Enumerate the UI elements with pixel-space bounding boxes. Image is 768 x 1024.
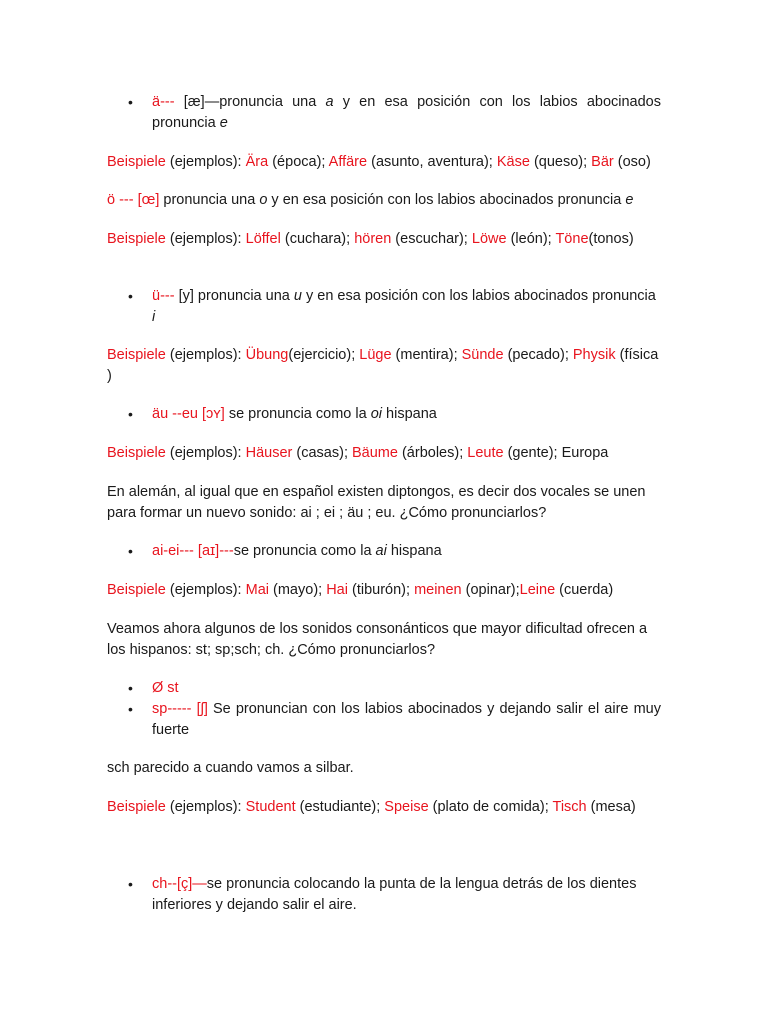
run: Veamos ahora algunos de los sonidos consonánticos que mayor dificultad ofrecen a los hispanos: st; sp;sch; ch. ¿Cómo pronunciarlos? xyxy=(107,621,648,658)
run: ä--- xyxy=(152,94,175,110)
run: (mesa) xyxy=(586,799,636,815)
run: (pecado); xyxy=(503,347,573,363)
run: Beispiele xyxy=(107,231,166,247)
run: Leute xyxy=(467,445,504,461)
run: Ära xyxy=(245,154,269,170)
run: (opinar); xyxy=(461,582,520,598)
run: (física ) xyxy=(107,347,659,384)
run: Speise xyxy=(384,799,429,815)
run: (escuchar); xyxy=(391,231,472,247)
run: (queso); xyxy=(529,154,592,170)
run: ö --- [œ] xyxy=(107,192,160,208)
run: (ejemplos): xyxy=(165,582,246,598)
run: (león); xyxy=(506,231,556,247)
bullet-ch xyxy=(152,874,661,916)
run: äu --eu [ɔʏ] xyxy=(152,406,225,422)
run: (tiburón); xyxy=(347,582,415,598)
run: (ejercicio); xyxy=(288,347,360,363)
run: a xyxy=(325,94,334,110)
run: oi xyxy=(370,406,382,422)
run: (época); xyxy=(268,154,329,170)
run: pronuncia una xyxy=(159,192,260,208)
run: Se pronuncian con los labios abocinados y dejando salir el aire muy fuerte xyxy=(152,701,661,738)
run: (ejemplos): xyxy=(165,445,246,461)
run: ai xyxy=(375,543,387,559)
run: (cuchara); xyxy=(280,231,355,247)
run: y en esa posición con los labios abocinados pronuncia xyxy=(152,94,661,131)
bullet-ue xyxy=(152,286,661,328)
run: Student xyxy=(245,799,296,815)
examples-oe xyxy=(107,229,661,250)
run: Beispiele xyxy=(107,445,166,461)
run: Mai xyxy=(245,582,269,598)
examples-aeu xyxy=(107,443,661,464)
run: y en esa posición con los labios abocinados pronuncia xyxy=(267,192,626,208)
bullet-ai-ei xyxy=(152,541,661,562)
run: (mentira); xyxy=(391,347,462,363)
run: (gente); Europa xyxy=(503,445,609,461)
run: Beispiele xyxy=(107,799,166,815)
run: Leine xyxy=(519,582,556,598)
run: Lüge xyxy=(359,347,392,363)
run: (árboles); xyxy=(397,445,468,461)
run: ch--[ç]— xyxy=(152,876,207,892)
run: Bär xyxy=(591,154,614,170)
bullet-ae xyxy=(152,92,661,134)
run: Hai xyxy=(326,582,348,598)
para-sch xyxy=(107,758,661,779)
run: Töne xyxy=(555,231,589,247)
run: hören xyxy=(354,231,392,247)
run: [y] pronuncia una xyxy=(174,288,294,304)
run: (asunto, aventura); xyxy=(367,154,497,170)
run: Käse xyxy=(496,154,530,170)
run: sp----- [ʃ] xyxy=(152,701,208,717)
run: ai-ei--- [aɪ]--- xyxy=(152,543,234,559)
bullet-sp xyxy=(152,699,661,741)
run: (ejemplos): xyxy=(165,154,246,170)
run: se pronuncia como la xyxy=(233,543,376,559)
run: (tonos) xyxy=(588,231,634,247)
run: Löffel xyxy=(245,231,281,247)
run: y en esa posición con los labios abocinados pronuncia xyxy=(301,288,656,304)
bullet-st xyxy=(152,678,661,699)
run: hispana xyxy=(382,406,437,422)
run: (estudiante); xyxy=(295,799,385,815)
run: Ø st xyxy=(152,680,179,696)
run: e xyxy=(625,192,634,208)
run: se pronuncia colocando la punta de la lengua detrás de los dientes inferiores y dejando salir el aire. xyxy=(152,876,637,913)
run: Häuser xyxy=(245,445,293,461)
run: [æ]—pronuncia una xyxy=(174,94,326,110)
run: Affäre xyxy=(328,154,368,170)
run: o xyxy=(259,192,268,208)
run: Sünde xyxy=(461,347,504,363)
run: En alemán, al igual que en español existen diptongos, es decir dos vocales se unen para formar un nuevo sonido: ai ; ei ; äu ; eu. ¿Cómo pronunciarlos? xyxy=(107,484,646,521)
run: Beispiele xyxy=(107,582,166,598)
run: Löwe xyxy=(471,231,507,247)
run: u xyxy=(293,288,302,304)
run: (plato de comida); xyxy=(428,799,553,815)
run: (ejemplos): xyxy=(165,231,246,247)
run: meinen xyxy=(414,582,462,598)
run: i xyxy=(152,309,156,325)
run: (oso) xyxy=(613,154,651,170)
run: Beispiele xyxy=(107,347,166,363)
bullet-aeu xyxy=(152,404,661,425)
run: ü--- xyxy=(152,288,175,304)
run: hispana xyxy=(386,543,442,559)
run: se pronuncia como la xyxy=(224,406,371,422)
para-diphthongs xyxy=(107,482,661,524)
examples-ae xyxy=(107,152,661,173)
run: Tisch xyxy=(552,799,587,815)
run: (mayo); xyxy=(269,582,327,598)
run: Bäume xyxy=(352,445,398,461)
run: (ejemplos): xyxy=(165,347,246,363)
run: sch parecido a cuando vamos a silbar. xyxy=(107,760,354,776)
examples-ue xyxy=(107,345,661,387)
run: e xyxy=(219,115,228,131)
para-consonants xyxy=(107,619,661,661)
para-oe xyxy=(107,190,661,211)
run: (ejemplos): xyxy=(165,799,246,815)
run: Übung xyxy=(245,347,289,363)
run: (casas); xyxy=(292,445,352,461)
run: Physik xyxy=(572,347,616,363)
run: Beispiele xyxy=(107,154,166,170)
run: (cuerda) xyxy=(555,582,614,598)
examples-ai xyxy=(107,580,661,601)
examples-st-sp-sch xyxy=(107,797,661,818)
